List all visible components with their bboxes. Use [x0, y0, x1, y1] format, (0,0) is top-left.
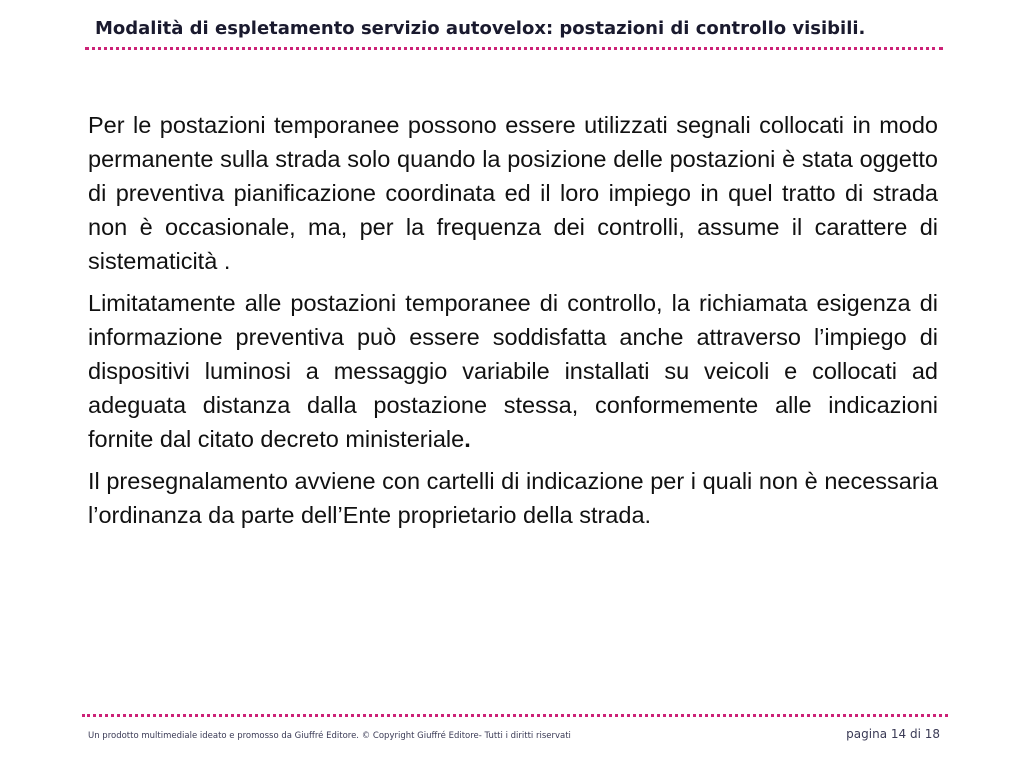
footer-divider [82, 714, 948, 717]
body-paragraph [88, 464, 938, 532]
slide-body [88, 108, 938, 540]
footer-copyright: Un prodotto multimediale ideato e promosso da Giuffré Editore. © Copyright Giuffré Editore- Tutti i diritti riservati [88, 731, 571, 741]
page-number: pagina 14 di 18 [846, 727, 940, 741]
slide-title: Modalità di espletamento servizio autovelox: postazioni di controllo visibili. [95, 18, 866, 39]
title-divider [85, 47, 943, 50]
body-paragraph [88, 286, 938, 456]
paragraph-text: Il presegnalamento avviene con cartelli di indicazione per i quali non è necessaria l’ordinanza da parte dell’Ente proprietario della strada. [88, 468, 938, 528]
paragraph-text: Per le postazioni temporanee possono essere utilizzati segnali collocati in modo permanente sulla strada solo quando la posizione delle postazioni è stata oggetto di preventiva pianificazione coordinata ed il loro impiego in quel tratto di strada non è occasionale, ma, per la frequenza dei controlli, assume il carattere di sistematicità . [88, 112, 938, 274]
body-paragraph [88, 108, 938, 278]
paragraph-tail: . [464, 426, 471, 452]
paragraph-text: Limitatamente alle postazioni temporanee di controllo, la richiamata esigenza di informazione preventiva può essere soddisfatta anche attraverso l’impiego di dispositivi luminosi a messaggio variabile installati su veicoli e collocati ad adeguata distanza dalla postazione stessa, conformemente alle indicazioni fornite dal citato decreto ministeriale [88, 290, 938, 452]
